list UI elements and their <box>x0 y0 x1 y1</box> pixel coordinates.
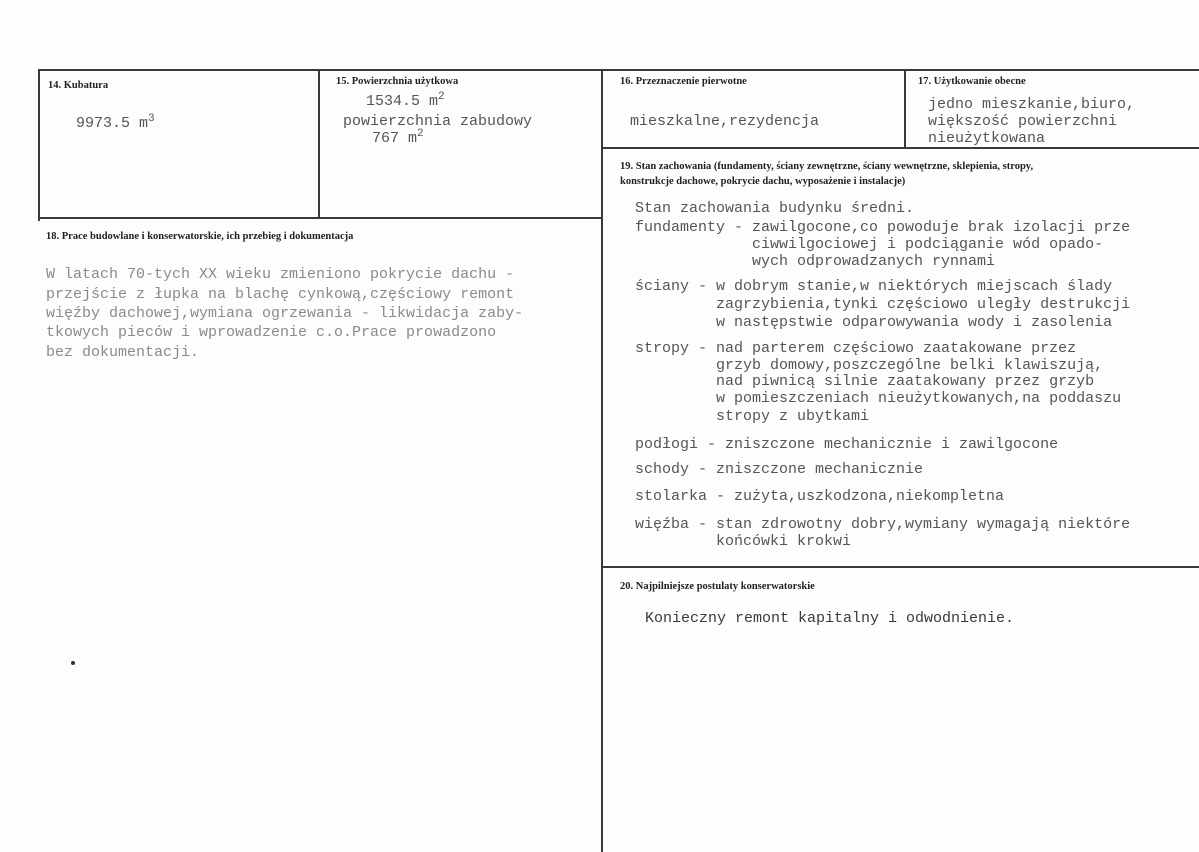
field-19-line-23: końcówki krokwi <box>635 533 852 550</box>
left-border-line <box>38 69 40 221</box>
field-19-line-6: ściany - w dobrym stanie,w niektórych miejscach ślady <box>635 278 1113 295</box>
field-18-line-5: bez dokumentacji. <box>46 344 200 361</box>
field-19-line-4: wych odprowadzanych rynnami <box>635 253 996 270</box>
field-19-label-line-1: 19. Stan zachowania (fundamenty, ściany zewnętrzne, ściany wewnętrzne, sklepienia, stropy, <box>620 161 1034 172</box>
field-19-line-2: fundamenty - zawilgocone,co powoduje brak izolacji prze <box>635 219 1131 236</box>
field-17-line-2: większość powierzchni <box>928 113 1118 130</box>
field-19-line-8: w następstwie odparowywania wody i zasolenia <box>635 314 1113 331</box>
divider-14-15 <box>318 69 320 219</box>
field-19-line-10: stropy - nad parterem częściowo zaatakowane przez <box>635 340 1077 357</box>
field-15-area <box>366 91 445 110</box>
built-area-value: 767 m <box>372 130 418 147</box>
field-19-label-line-2: konstrukcje dachowe, pokrycie dachu, wyposażenie i instalacje) <box>620 176 906 187</box>
line-under-16-17 <box>601 147 1199 149</box>
built-area-exponent: 2 <box>417 128 424 140</box>
field-19-line-3: ciwwilgociowej i podciąganie wód opado- <box>635 236 1104 253</box>
line-under-19 <box>601 566 1199 568</box>
field-18-line-1: W latach 70-tych XX wieku zmieniono pokrycie dachu - <box>46 266 515 283</box>
field-14-label: 14. Kubatura <box>48 80 109 91</box>
top-border-line <box>38 69 1199 71</box>
kubatura-unit-exponent: 3 <box>148 113 155 125</box>
usable-area-value: 1534.5 m <box>366 93 439 110</box>
field-19-line-11: grzyb domowy,poszczególne belki klawiszują, <box>635 357 1104 374</box>
field-19-line-20: stolarka - zużyta,uszkodzona,niekompletna <box>635 488 1005 505</box>
field-19-line-7: zagrzybienia,tynki częściowo uległy destrukcji <box>635 296 1131 313</box>
field-19-line-12: nad piwnicą silnie zaatakowany przez grzyb <box>635 373 1095 390</box>
field-18-line-3: więźby dachowej,wymiana ogrzewania - likwidacja zaby- <box>46 305 524 322</box>
field-20-label: 20. Najpilniejsze postulaty konserwatorskie <box>620 581 815 592</box>
field-19-line-14: stropy z ubytkami <box>635 408 870 425</box>
field-19-line-1: Stan zachowania budynku średni. <box>635 200 915 217</box>
field-19-line-13: w pomieszczeniach nieużytkowanych,na poddaszu <box>635 390 1122 407</box>
field-16-value: mieszkalne,rezydencja <box>630 113 820 130</box>
field-18-line-4: tkowych pieców i wprowadzenie c.o.Prace prowadzono <box>46 324 497 341</box>
field-19-line-18: schody - zniszczone mechanicznie <box>635 461 924 478</box>
kubatura-value: 9973.5 m <box>76 115 149 132</box>
field-17-label: 17. Użytkowanie obecne <box>918 76 1026 87</box>
field-15-built-area <box>372 128 424 147</box>
field-14-value <box>76 113 155 132</box>
field-18-label: 18. Prace budowlane i konserwatorskie, ich przebieg i dokumentacja <box>46 231 354 242</box>
ink-speck <box>71 661 75 665</box>
field-19-line-16: podłogi - zniszczone mechanicznie i zawilgocone <box>635 436 1059 453</box>
field-15-label: 15. Powierzchnia użytkowa <box>336 76 459 87</box>
field-20-value: Konieczny remont kapitalny i odwodnienie. <box>645 610 1015 627</box>
field-17-line-3: nieużytkowana <box>928 131 1046 147</box>
line-under-14-15 <box>38 217 603 219</box>
field-16-label: 16. Przeznaczenie pierwotne <box>620 76 747 87</box>
divider-left-right <box>601 69 603 852</box>
usable-area-exponent: 2 <box>438 91 445 103</box>
field-18-line-2: przejście z łupka na blachę cynkową,częściowy remont <box>46 286 515 303</box>
field-17-line-1: jedno mieszkanie,biuro, <box>928 96 1136 113</box>
field-19-line-22: więźba - stan zdrowotny dobry,wymiany wymagają niektóre <box>635 516 1131 533</box>
field-15-built-area-label: powierzchnia zabudowy <box>343 113 533 130</box>
divider-16-17 <box>904 69 906 148</box>
